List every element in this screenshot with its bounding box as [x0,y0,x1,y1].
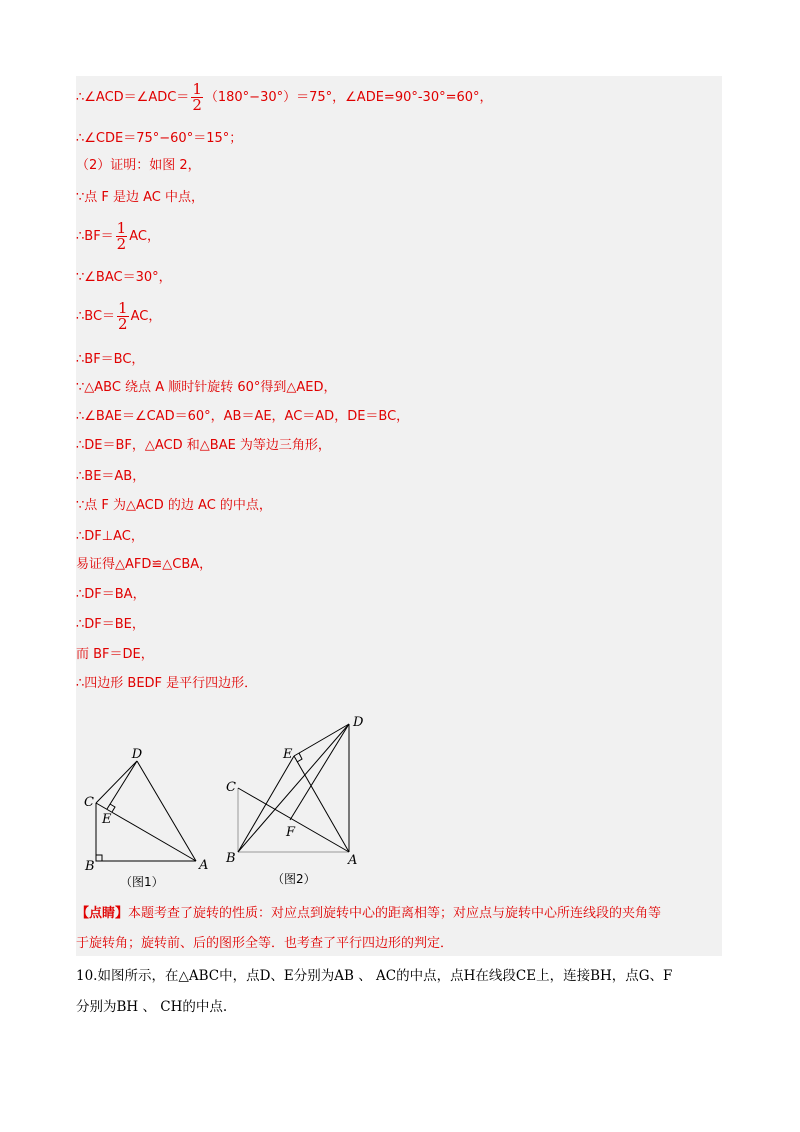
question-line-2: 分别为BH 、 CH的中点. [76,999,228,1015]
fraction-denominator: 2 [192,96,202,114]
geometry-figures [76,712,396,892]
fraction-numerator: 1 [192,80,202,98]
fig1-right-angle-B [96,855,102,861]
fig1-segment-CD [96,761,137,803]
fig1-label-A: A [199,858,209,873]
solution-line [76,221,160,252]
fig2-label-F: F [286,825,296,840]
solution-line-text: ∴BE＝AB， [76,469,146,484]
fig1-segment-DE [107,761,137,809]
solution-line-text: AC， [130,309,162,324]
solution-line [76,587,146,603]
fig2-label-D: D [353,715,364,730]
solution-line-text: ∴BF＝BC， [76,352,145,367]
solution-line-text: ∴DF＝BA， [76,587,146,602]
solution-line [76,617,145,633]
fig1-segment-DA [137,761,196,861]
fig2-segment-ED [294,724,349,756]
fig1-right-angle-E [110,804,115,812]
solution-line-text: 易证得△AFD≌△CBA， [76,557,213,572]
solution-line-text: ∴BC＝ [76,309,116,324]
fig1-label-D: D [131,747,143,762]
solution-line-text: ∴DF⊥AC， [76,529,144,544]
comment-text-1: 本题考查了旋转的性质：对应点到旋转中心的距离相等；对应点与旋转中心所连线段的夹角等 [128,906,662,921]
fraction [117,301,129,332]
solution-line-text: ∴∠ACD＝∠ADC＝ [76,90,190,105]
solution-line [76,158,201,174]
solution-line [76,498,272,514]
solution-line-text: AC， [129,229,160,244]
fig1-label-E: E [102,812,112,827]
solution-line [76,131,242,147]
question-line-1: 10.如图所示，在△ABC中，点D、E分别为AB 、 AC的中点，点H在线段CE上，连接BH，点G、F [76,968,673,984]
solution-line-text: ∵点 F 是边 AC 中点， [76,190,205,205]
solution-line [76,676,257,692]
solution-line [76,190,204,206]
solution-line [76,409,409,425]
fraction [191,82,203,113]
fraction-denominator: 2 [116,235,127,253]
fig1-caption: （图1） [120,875,164,889]
fig2-label-C: C [226,780,236,795]
fig2-label-E: E [283,747,293,762]
fraction-numerator: 1 [118,299,128,317]
solution-line [76,352,144,368]
fig2-segment-CA [238,788,349,852]
solution-line [76,270,172,286]
comment-tag: 【点睛】 [76,906,129,921]
solution-line [76,529,144,545]
fig2-label-A: A [348,853,358,868]
solution-line [76,82,493,113]
solution-line-text: ∴DE＝BF，△ACD 和△BAE 为等边三角形， [76,438,331,453]
fig2-segment-EA [294,756,349,852]
solution-line-text: 而 BF＝DE， [76,647,154,662]
figure-1 [96,761,196,861]
solution-line [76,438,331,454]
fig1-label-C: C [84,795,94,810]
solution-line-text: ∴四边形 BEDF 是平行四边形． [76,676,258,691]
solution-line [76,647,154,663]
fig2-label-B: B [226,851,236,866]
comment-line-1 [76,906,661,922]
fraction-numerator: 1 [116,219,127,237]
solution-line [76,301,161,332]
solution-line-text: ∴∠BAE＝∠CAD＝60°，AB＝AE，AC＝AD，DE＝BC， [76,409,410,424]
solution-line-text: ∵∠BAC＝30°， [76,270,172,285]
solution-line [76,469,145,485]
comment-line-2: 于旋转角；旋转前、后的图形全等．也考查了平行四边形的判定． [76,936,454,951]
solution-line-text: ∵△ABC 绕点 A 顺时针旋转 60°得到△AED， [76,380,337,395]
solution-line-text: （2）证明：如图 2， [76,158,201,173]
fraction-denominator: 2 [118,315,128,333]
solution-line-text: ∴DF＝BE， [76,617,145,632]
solution-line-text: （180°−30°）＝75°，∠ADE=90°-30°=60°， [204,90,493,105]
solution-line-text: ∴∠CDE＝75°−60°＝15°； [76,131,243,146]
solution-line-text: ∴BF＝ [76,229,114,244]
fig1-label-B: B [85,859,95,874]
fig2-caption: （图2） [272,872,316,886]
solution-line [76,380,337,396]
solution-line-text: ∵点 F 为△ACD 的边 AC 的中点， [76,498,272,513]
fig2-segment-DF [290,724,349,820]
solution-line [76,557,212,573]
fraction [116,221,128,252]
